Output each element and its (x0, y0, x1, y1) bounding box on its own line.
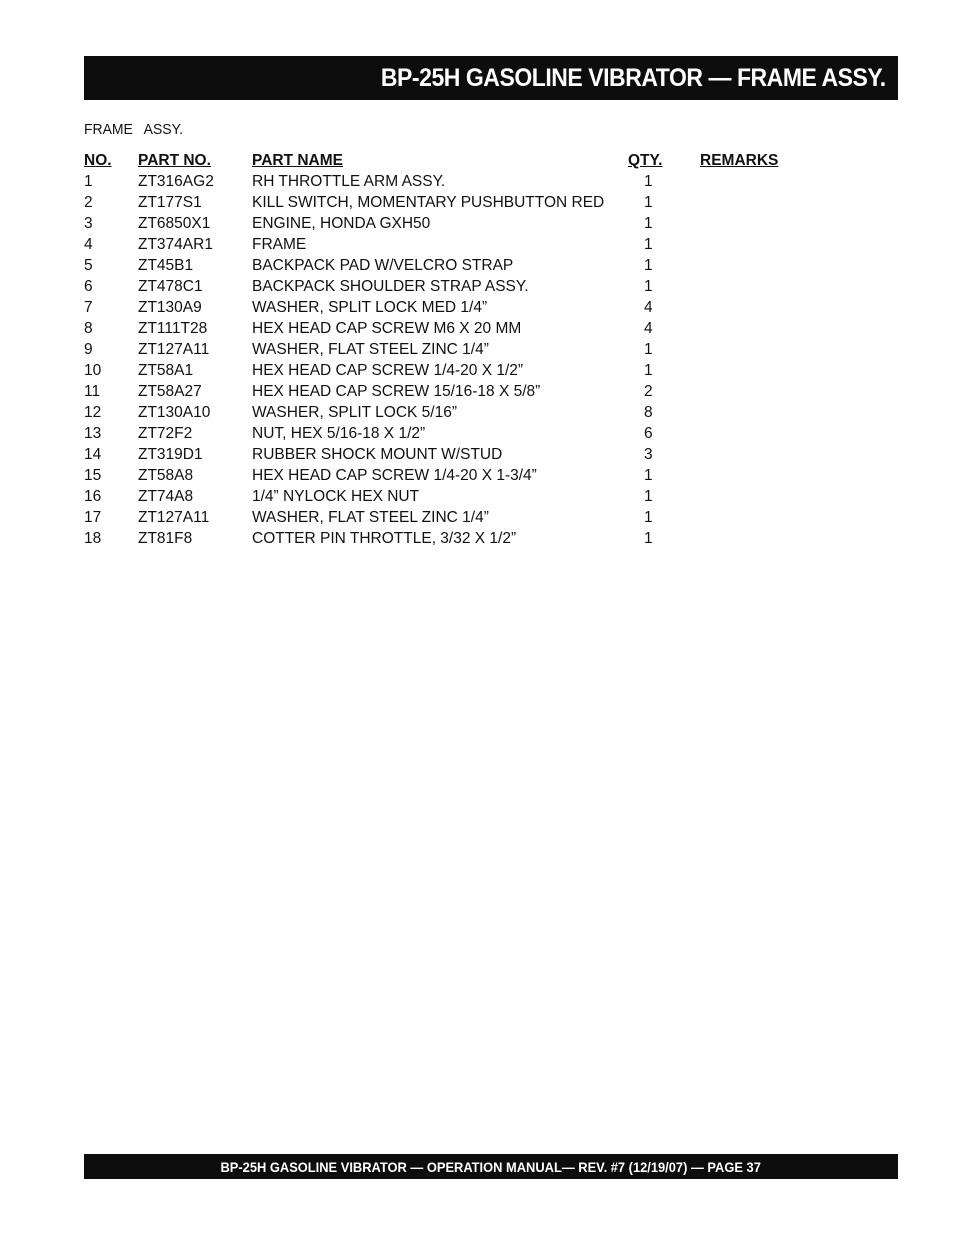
table-row (84, 339, 824, 360)
cell-remarks (700, 360, 824, 381)
table-row (84, 255, 824, 276)
table-row (84, 213, 824, 234)
cell-qty: 1 (644, 173, 653, 190)
cell-part-name: WASHER, FLAT STEEL ZINC 1/4” (252, 341, 489, 358)
table-row (84, 297, 824, 318)
header-part-name: PART NAME (252, 152, 343, 169)
cell-remarks (700, 318, 824, 339)
header-part-no: PART NO. (138, 152, 211, 169)
cell-part-name: BACKPACK SHOULDER STRAP ASSY. (252, 278, 529, 295)
header-no: NO. (84, 152, 112, 169)
cell-remarks (700, 465, 824, 486)
cell-part-no: ZT58A1 (138, 362, 194, 379)
cell-part-name: HEX HEAD CAP SCREW 15/16-18 X 5/8” (252, 383, 541, 400)
cell-part-name: ENGINE, HONDA GXH50 (252, 215, 431, 232)
cell-no: 9 (84, 341, 93, 358)
cell-part-no: ZT478C1 (138, 278, 203, 295)
cell-remarks (700, 339, 824, 360)
cell-part-no: ZT130A9 (138, 299, 202, 316)
cell-qty: 8 (644, 404, 653, 421)
table-row (84, 444, 824, 465)
cell-qty: 1 (644, 236, 653, 253)
cell-part-no: ZT58A8 (138, 467, 194, 484)
cell-part-no: ZT127A11 (138, 341, 210, 358)
table-row (84, 192, 824, 213)
cell-no: 7 (84, 299, 93, 316)
cell-no: 8 (84, 320, 93, 337)
header-qty: QTY. (628, 152, 663, 169)
cell-no: 12 (84, 404, 102, 421)
table-row (84, 423, 824, 444)
cell-remarks (700, 381, 824, 402)
cell-qty: 6 (644, 425, 653, 442)
cell-remarks (700, 297, 824, 318)
table-row (84, 528, 824, 549)
cell-qty: 1 (644, 278, 653, 295)
cell-no: 17 (84, 509, 102, 526)
cell-part-no: ZT127A11 (138, 509, 210, 526)
cell-part-no: ZT111T28 (138, 320, 208, 337)
cell-no: 5 (84, 257, 93, 274)
cell-qty: 1 (644, 509, 653, 526)
cell-part-name: 1/4” NYLOCK HEX NUT (252, 488, 420, 505)
table-row (84, 171, 824, 192)
cell-part-no: ZT45B1 (138, 257, 194, 274)
cell-no: 6 (84, 278, 93, 295)
cell-part-name: NUT, HEX 5/16-18 X 1/2” (252, 425, 426, 442)
cell-qty: 1 (644, 194, 653, 211)
cell-qty: 1 (644, 257, 653, 274)
cell-remarks (700, 192, 824, 213)
parts-table (84, 150, 824, 549)
cell-no: 18 (84, 530, 102, 547)
cell-no: 1 (84, 173, 93, 190)
cell-remarks (700, 444, 824, 465)
cell-part-name: HEX HEAD CAP SCREW M6 X 20 MM (252, 320, 522, 337)
cell-qty: 3 (644, 446, 653, 463)
cell-qty: 2 (644, 383, 653, 400)
table-header-row (84, 150, 824, 171)
section-label: FRAME ASSY. (84, 121, 183, 138)
cell-remarks (700, 255, 824, 276)
cell-remarks (700, 528, 824, 549)
parts-table-body (84, 171, 824, 549)
cell-part-no: ZT374AR1 (138, 236, 213, 253)
cell-qty: 1 (644, 341, 653, 358)
cell-no: 15 (84, 467, 102, 484)
cell-no: 10 (84, 362, 102, 379)
cell-no: 14 (84, 446, 102, 463)
cell-part-name: WASHER, FLAT STEEL ZINC 1/4” (252, 509, 489, 526)
cell-part-no: ZT319D1 (138, 446, 203, 463)
table-row (84, 381, 824, 402)
footer-bar (84, 1154, 898, 1179)
cell-part-name: HEX HEAD CAP SCREW 1/4-20 X 1-3/4” (252, 467, 537, 484)
cell-no: 13 (84, 425, 102, 442)
cell-part-name: FRAME (252, 236, 307, 253)
cell-part-name: WASHER, SPLIT LOCK MED 1/4” (252, 299, 488, 316)
cell-remarks (700, 423, 824, 444)
cell-part-no: ZT74A8 (138, 488, 194, 505)
cell-qty: 1 (644, 467, 653, 484)
header-remarks: REMARKS (700, 152, 779, 169)
cell-qty: 4 (644, 320, 653, 337)
cell-remarks (700, 486, 824, 507)
cell-remarks (700, 402, 824, 423)
cell-part-name: WASHER, SPLIT LOCK 5/16” (252, 404, 458, 421)
cell-part-name: COTTER PIN THROTTLE, 3/32 X 1/2” (252, 530, 517, 547)
footer-text: BP-25H GASOLINE VIBRATOR — OPERATION MANUAL— REV. #7 (12/19/07) — PAGE 37 (220, 1158, 762, 1175)
cell-no: 2 (84, 194, 93, 211)
page-title-bar (84, 56, 898, 100)
cell-no: 16 (84, 488, 102, 505)
cell-part-name: KILL SWITCH, MOMENTARY PUSHBUTTON RED (252, 194, 605, 211)
cell-qty: 1 (644, 215, 653, 232)
cell-part-no: ZT130A10 (138, 404, 211, 421)
table-row (84, 318, 824, 339)
cell-qty: 1 (644, 530, 653, 547)
table-row (84, 402, 824, 423)
table-row (84, 486, 824, 507)
cell-part-no: ZT6850X1 (138, 215, 211, 232)
cell-qty: 4 (644, 299, 653, 316)
cell-part-name: BACKPACK PAD W/VELCRO STRAP (252, 257, 514, 274)
cell-part-no: ZT81F8 (138, 530, 193, 547)
table-row (84, 465, 824, 486)
table-row (84, 276, 824, 297)
cell-remarks (700, 276, 824, 297)
cell-qty: 1 (644, 488, 653, 505)
cell-part-name: RUBBER SHOCK MOUNT W/STUD (252, 446, 503, 463)
cell-no: 4 (84, 236, 93, 253)
table-row (84, 507, 824, 528)
cell-remarks (700, 213, 824, 234)
cell-remarks (700, 234, 824, 255)
cell-part-no: ZT72F2 (138, 425, 193, 442)
cell-part-no: ZT316AG2 (138, 173, 214, 190)
cell-qty: 1 (644, 362, 653, 379)
page-title: BP-25H GASOLINE VIBRATOR — FRAME ASSY. (381, 63, 886, 92)
cell-no: 3 (84, 215, 93, 232)
cell-part-name: RH THROTTLE ARM ASSY. (252, 173, 446, 190)
cell-part-name: HEX HEAD CAP SCREW 1/4-20 X 1/2” (252, 362, 524, 379)
table-row (84, 234, 824, 255)
table-row (84, 360, 824, 381)
cell-no: 11 (84, 383, 101, 400)
cell-remarks (700, 171, 824, 192)
cell-part-no: ZT177S1 (138, 194, 202, 211)
cell-part-no: ZT58A27 (138, 383, 202, 400)
cell-remarks (700, 507, 824, 528)
